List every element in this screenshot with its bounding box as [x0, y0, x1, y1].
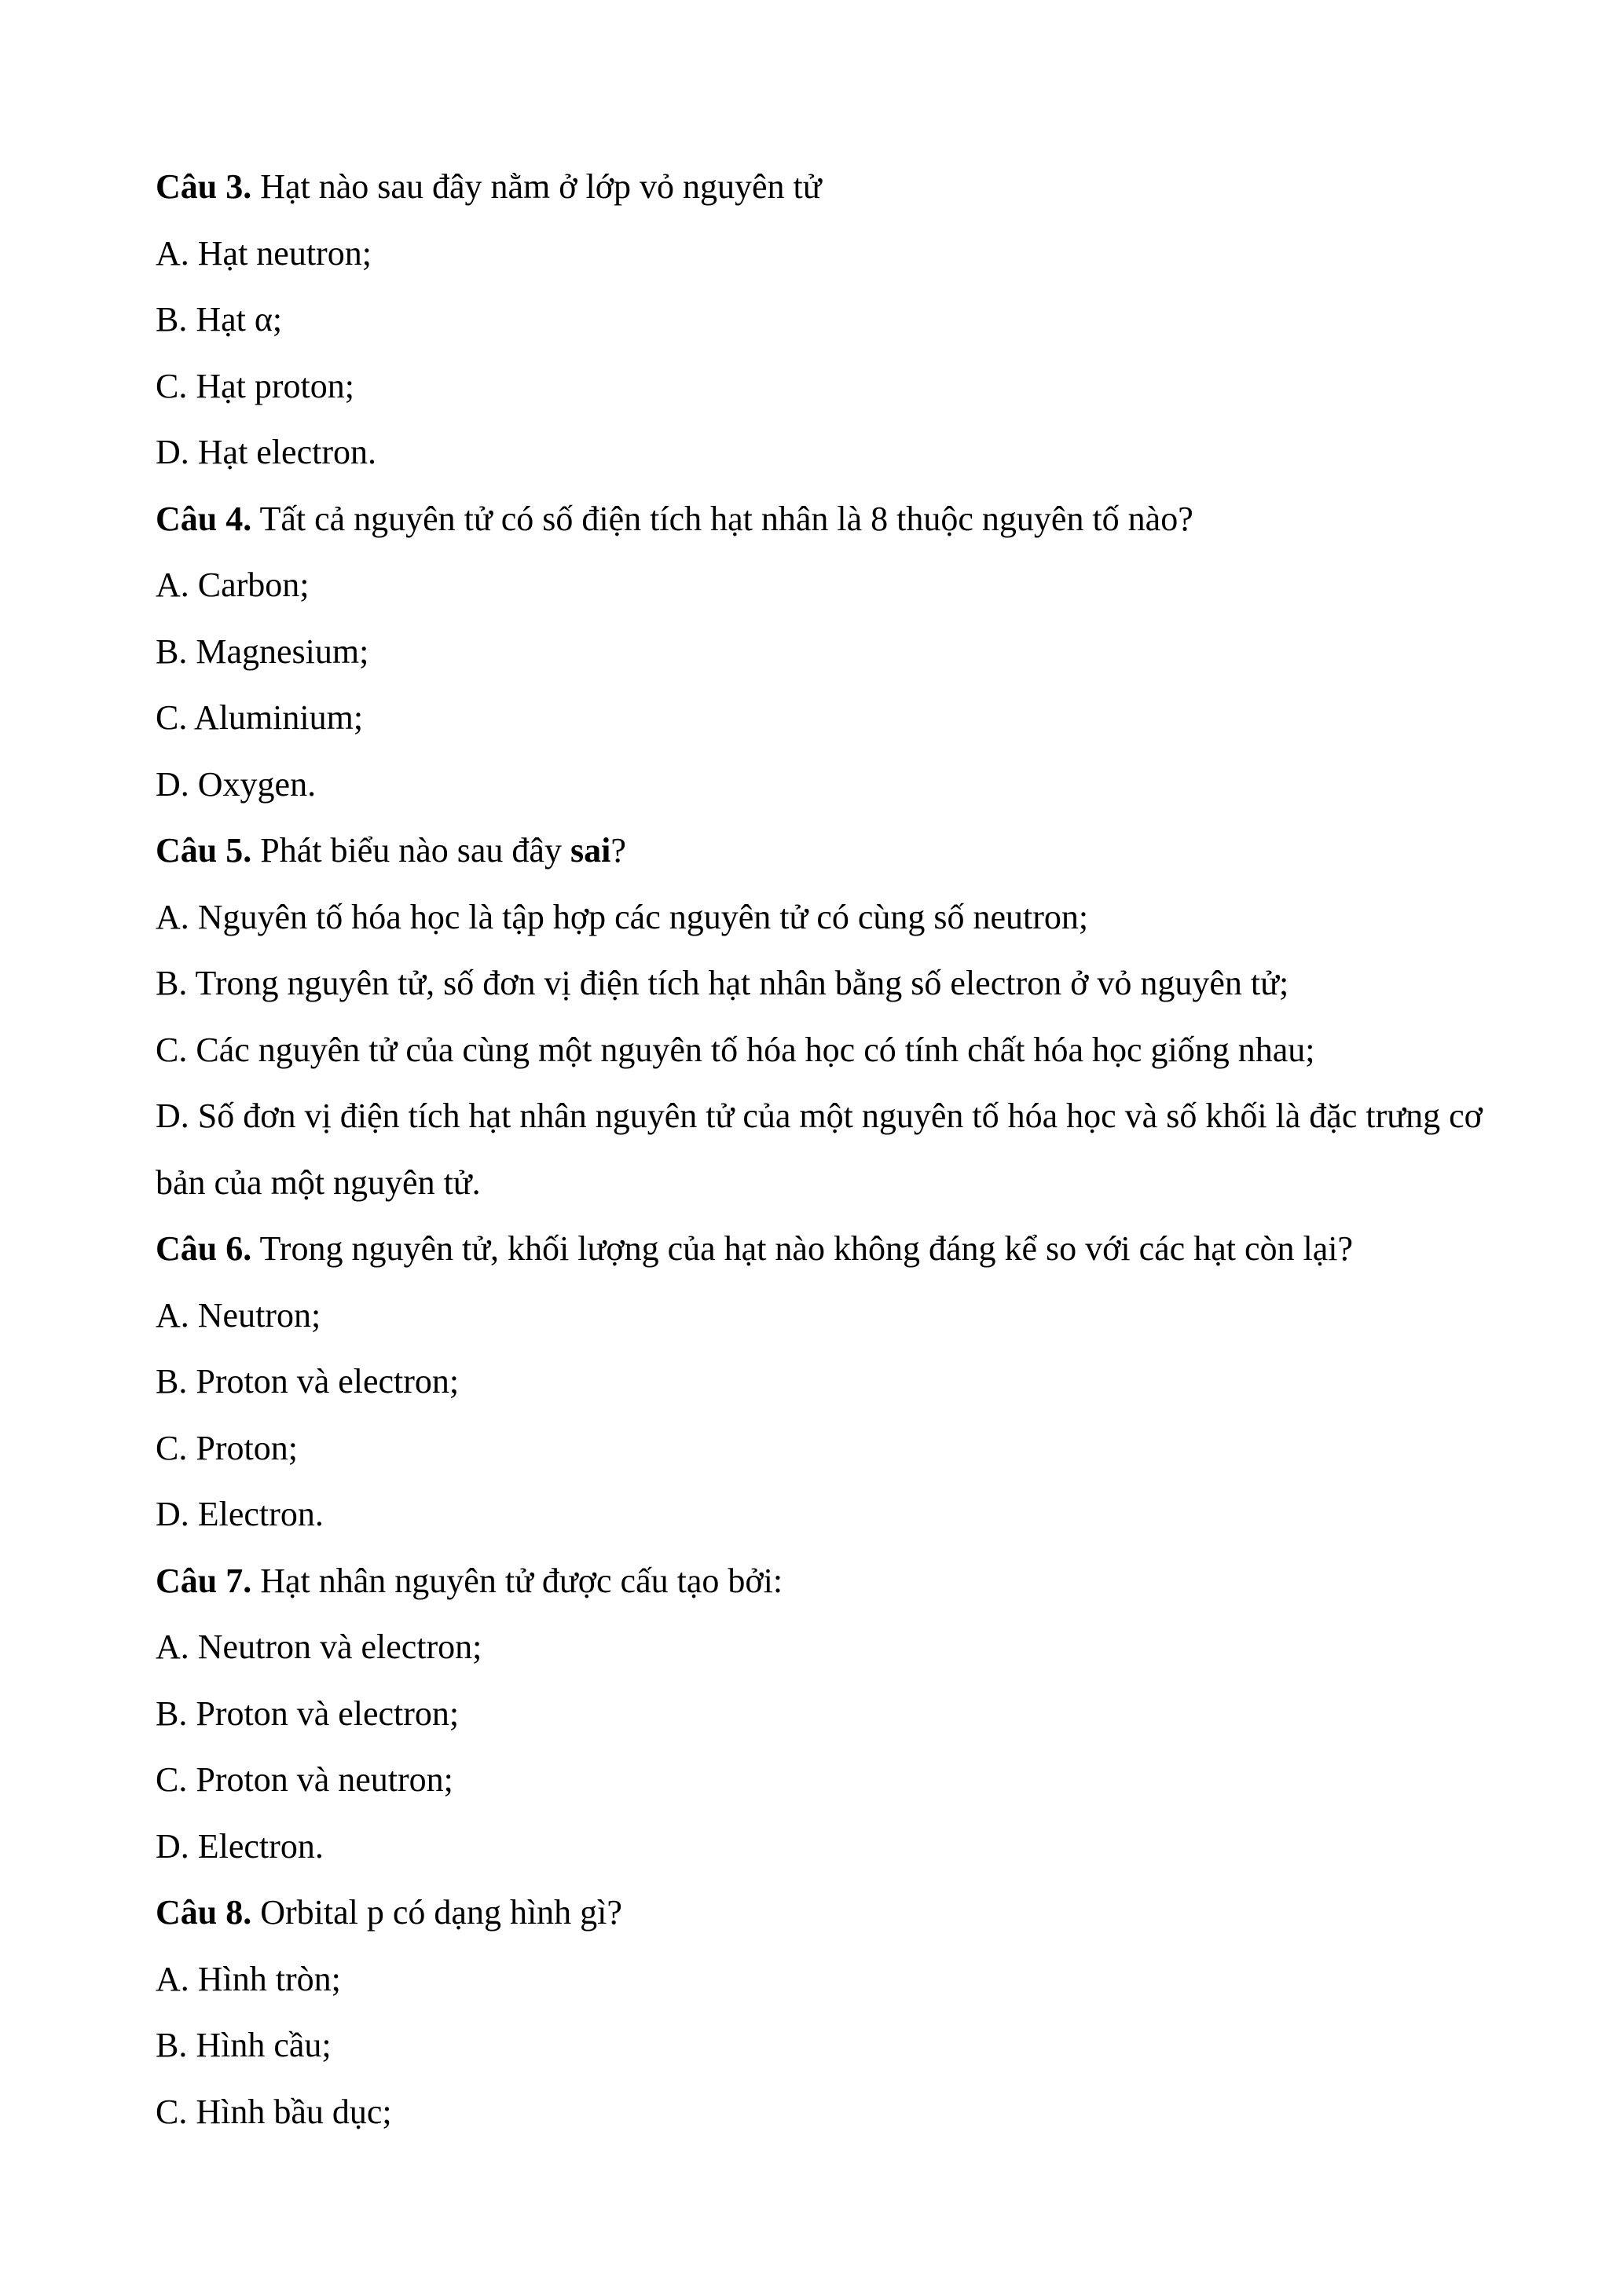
question-6-option-b: B. Proton và electron;	[156, 1362, 460, 1401]
question-5-option-c: C. Các nguyên tử của cùng một nguyên tố hóa học có tính chất hóa học giống nhau;	[156, 1030, 1315, 1069]
question-7-text: Hạt nhân nguyên tử được cấu tạo bởi:	[251, 1561, 783, 1600]
question-6-number: Câu 6.	[156, 1229, 252, 1268]
question-4-text: Tất cả nguyên tử có số điện tích hạt nhân là 8 thuộc nguyên tố nào?	[251, 499, 1193, 538]
question-8-option-c: C. Hình bầu dục;	[156, 2092, 392, 2131]
question-4-option-b: B. Magnesium;	[156, 632, 369, 671]
question-7-option-c: C. Proton và neutron;	[156, 1760, 453, 1799]
question-3-option-d: D. Hạt electron.	[156, 433, 376, 471]
question-5-option-b: B. Trong nguyên tử, số đơn vị điện tích hạt nhân bằng số electron ở vỏ nguyên tử;	[156, 964, 1289, 1002]
question-6-option-c: C. Proton;	[156, 1428, 298, 1467]
question-3-option-a: A. Hạt neutron;	[156, 233, 372, 273]
question-5-option-a: A. Nguyên tố hóa học là tập hợp các nguyên tử có cùng số neutron;	[156, 897, 1089, 936]
question-7-option-a: A. Neutron và electron;	[156, 1628, 482, 1666]
question-8-option-a: A. Hình tròn;	[156, 1959, 341, 1998]
question-5-text-after: ?	[610, 831, 626, 870]
question-3-number: Câu 3.	[156, 167, 252, 206]
question-5-emphasis: sai	[570, 831, 611, 870]
question-4-option-d: D. Oxygen.	[156, 764, 317, 804]
question-4-number: Câu 4.	[156, 499, 252, 538]
question-5-text-before: Phát biểu nào sau đây	[251, 831, 570, 870]
question-8-number: Câu 8.	[156, 1893, 252, 1932]
question-7-number: Câu 7.	[156, 1561, 252, 1600]
question-6-option-d: D. Electron.	[156, 1495, 324, 1533]
question-3-option-c: C. Hạt proton;	[156, 366, 354, 405]
question-6-stem	[156, 1216, 1491, 1283]
question-list	[156, 154, 1491, 2145]
question-7-option-d: D. Electron.	[156, 1826, 324, 1866]
question-5-stem	[156, 818, 1491, 884]
question-5-number: Câu 5.	[156, 831, 252, 870]
question-6-text: Trong nguyên tử, khối lượng của hạt nào không đáng kể so với các hạt còn lại?	[251, 1229, 1353, 1268]
question-7-option-b: B. Proton và electron;	[156, 1694, 460, 1733]
question-5-option-d: D. Số đơn vị điện tích hạt nhân nguyên tử của một nguyên tố hóa học và số khối là đặc trưng cơ bản của một nguyên tử.	[156, 1097, 1483, 1202]
question-8-stem	[156, 1880, 1491, 1946]
question-4-stem	[156, 486, 1491, 553]
question-8-text: Orbital p có dạng hình gì?	[251, 1893, 622, 1932]
question-3-text: Hạt nào sau đây nằm ở lớp vỏ nguyên tử	[251, 167, 822, 206]
question-8-option-b: B. Hình cầu;	[156, 2026, 332, 2064]
question-3-stem	[156, 154, 1491, 221]
question-6-option-a: A. Neutron;	[156, 1295, 321, 1335]
question-4-option-c: C. Aluminium;	[156, 698, 364, 737]
question-4-option-a: A. Carbon;	[156, 566, 310, 604]
question-7-stem	[156, 1548, 1491, 1615]
question-3-option-b: B. Hạt α;	[156, 300, 283, 339]
